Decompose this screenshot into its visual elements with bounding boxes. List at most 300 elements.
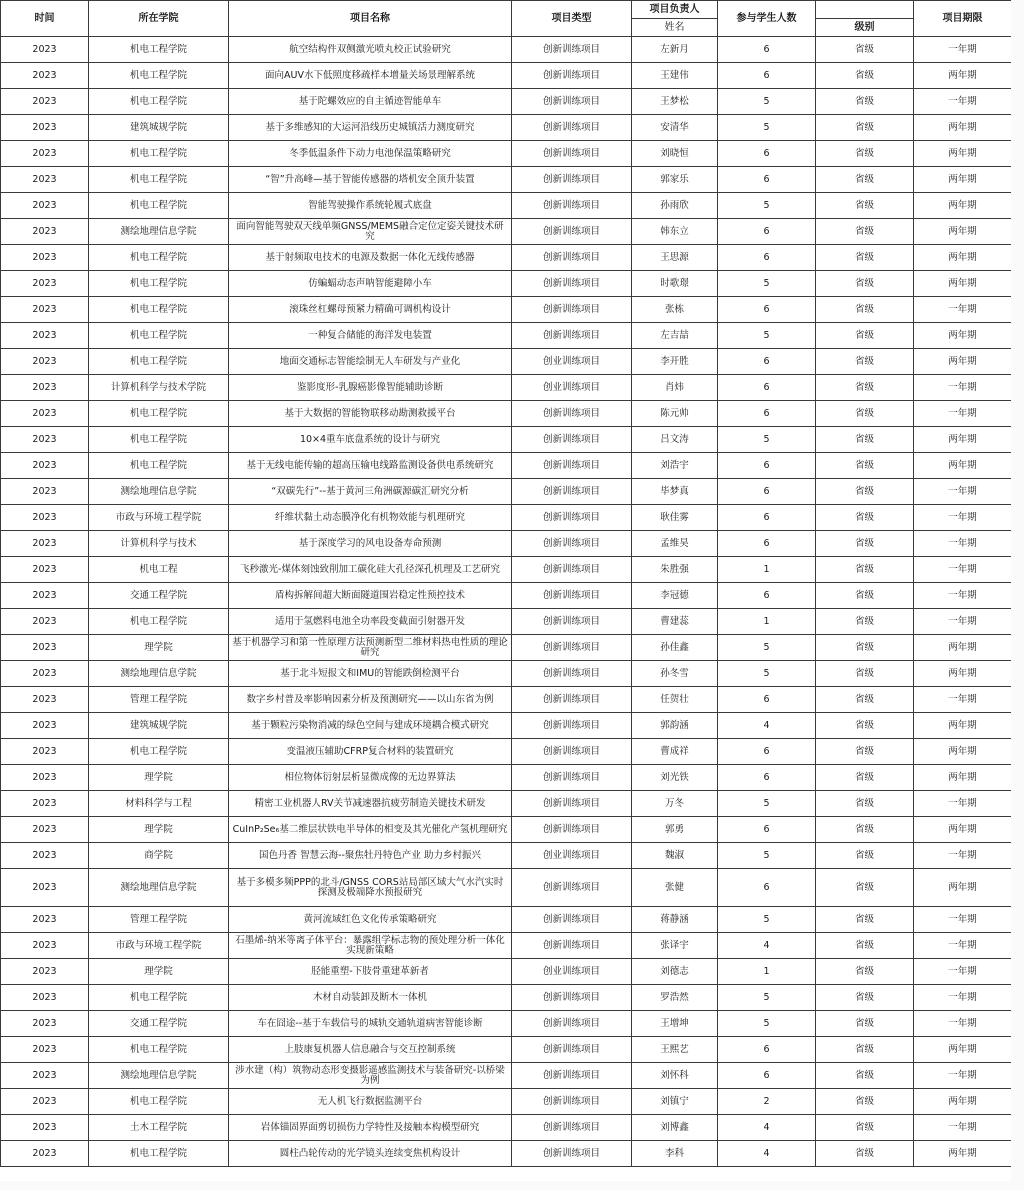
cell-name: 黄河流域红色文化传承策略研究: [229, 907, 512, 933]
table-row: [1, 933, 1012, 959]
cell-year: 2023: [1, 583, 89, 609]
cell-college: 市政与环境工程学院: [89, 933, 229, 959]
cell-term: 两年期: [914, 141, 1012, 167]
cell-year: 2023: [1, 37, 89, 63]
cell-name: 基于射频取电技术的电源及数据一体化无线传感器: [229, 245, 512, 271]
cell-leader: 孙冬雪: [632, 661, 718, 687]
cell-year: 2023: [1, 765, 89, 791]
cell-leader: 郭家乐: [632, 167, 718, 193]
cell-term: 两年期: [914, 115, 1012, 141]
table-row: [1, 1089, 1012, 1115]
cell-year: 2023: [1, 1011, 89, 1037]
cell-college: 计算机科学与技术学院: [89, 375, 229, 401]
table-row: [1, 141, 1012, 167]
cell-type: 创新训练项目: [512, 985, 632, 1011]
cell-level: 省级: [816, 297, 914, 323]
header-level: 级别: [816, 19, 914, 37]
cell-name: 基于深度学习的风电设备寿命预测: [229, 531, 512, 557]
cell-leader: 安清华: [632, 115, 718, 141]
cell-type: 创新训练项目: [512, 141, 632, 167]
table-row: [1, 297, 1012, 323]
cell-college: 土木工程学院: [89, 1115, 229, 1141]
cell-type: 创新训练项目: [512, 479, 632, 505]
table-row: [1, 713, 1012, 739]
cell-name: 冬季低温条件下动力电池保温策略研究: [229, 141, 512, 167]
cell-name: 基于陀螺效应的自主循迹智能单车: [229, 89, 512, 115]
cell-name: 国色丹香 智慧云海--聚焦牡丹特色产业 助力乡村振兴: [229, 843, 512, 869]
cell-level: 省级: [816, 531, 914, 557]
cell-students: 6: [718, 1063, 816, 1089]
cell-term: 一年期: [914, 843, 1012, 869]
cell-name: 地面交通标志智能绘制无人车研发与产业化: [229, 349, 512, 375]
cell-college: 测绘地理信息学院: [89, 219, 229, 245]
cell-year: 2023: [1, 427, 89, 453]
cell-year: 2023: [1, 505, 89, 531]
cell-name: 纤维状黏土动态膜净化有机物效能与机理研究: [229, 505, 512, 531]
cell-level: 省级: [816, 63, 914, 89]
cell-level: 省级: [816, 713, 914, 739]
cell-leader: 韩东立: [632, 219, 718, 245]
cell-leader: 孙佳鑫: [632, 635, 718, 661]
cell-students: 6: [718, 141, 816, 167]
header-college: 所在学院: [89, 1, 229, 37]
cell-type: 创新训练项目: [512, 1063, 632, 1089]
cell-leader: 刘德志: [632, 959, 718, 985]
table-row: [1, 115, 1012, 141]
cell-level: 省级: [816, 219, 914, 245]
cell-students: 6: [718, 1037, 816, 1063]
cell-name: 车在囧途--基于车载信号的城轨交通轨道病害智能诊断: [229, 1011, 512, 1037]
cell-name: CuInP₂Se₆基二维层状铁电半导体的相变及其光催化产氢机理研究: [229, 817, 512, 843]
cell-type: 创新训练项目: [512, 635, 632, 661]
cell-leader: 蒋静涵: [632, 907, 718, 933]
cell-college: 机电工程学院: [89, 167, 229, 193]
cell-college: 机电工程学院: [89, 401, 229, 427]
cell-year: 2023: [1, 609, 89, 635]
cell-term: 一年期: [914, 609, 1012, 635]
cell-year: 2023: [1, 141, 89, 167]
table-row: [1, 219, 1012, 245]
cell-college: 市政与环境工程学院: [89, 505, 229, 531]
cell-type: 创新训练项目: [512, 37, 632, 63]
cell-type: 创新训练项目: [512, 271, 632, 297]
cell-level: 省级: [816, 661, 914, 687]
cell-level: 省级: [816, 245, 914, 271]
cell-type: 创新训练项目: [512, 933, 632, 959]
cell-year: 2023: [1, 167, 89, 193]
cell-level: 省级: [816, 843, 914, 869]
table-row: [1, 37, 1012, 63]
cell-type: 创业训练项目: [512, 375, 632, 401]
table-row: [1, 63, 1012, 89]
cell-type: 创新训练项目: [512, 505, 632, 531]
table-row: [1, 375, 1012, 401]
cell-type: 创新训练项目: [512, 89, 632, 115]
cell-college: 商学院: [89, 843, 229, 869]
cell-college: 管理工程学院: [89, 687, 229, 713]
cell-level: 省级: [816, 1063, 914, 1089]
cell-college: 机电工程学院: [89, 1089, 229, 1115]
cell-leader: 孟维昊: [632, 531, 718, 557]
cell-college: 测绘地理信息学院: [89, 661, 229, 687]
cell-students: 5: [718, 635, 816, 661]
cell-leader: 王建伟: [632, 63, 718, 89]
table-row: [1, 687, 1012, 713]
cell-year: 2023: [1, 531, 89, 557]
cell-name: 基于大数据的智能物联移动勘测救援平台: [229, 401, 512, 427]
cell-term: 两年期: [914, 193, 1012, 219]
cell-term: 两年期: [914, 713, 1012, 739]
cell-term: 一年期: [914, 933, 1012, 959]
cell-name: 基于无线电能传输的超高压输电线路监测设备供电系统研究: [229, 453, 512, 479]
cell-year: 2023: [1, 245, 89, 271]
cell-students: 6: [718, 583, 816, 609]
cell-level: 省级: [816, 89, 914, 115]
cell-term: 一年期: [914, 1011, 1012, 1037]
cell-college: 机电工程学院: [89, 349, 229, 375]
cell-college: 理学院: [89, 959, 229, 985]
table-row: [1, 323, 1012, 349]
cell-type: 创新训练项目: [512, 427, 632, 453]
cell-term: 两年期: [914, 1037, 1012, 1063]
cell-year: 2023: [1, 661, 89, 687]
cell-students: 6: [718, 245, 816, 271]
cell-year: 2023: [1, 375, 89, 401]
cell-students: 6: [718, 401, 816, 427]
cell-students: 6: [718, 479, 816, 505]
cell-year: 2023: [1, 791, 89, 817]
cell-year: 2023: [1, 1037, 89, 1063]
cell-year: 2023: [1, 817, 89, 843]
cell-term: 一年期: [914, 1063, 1012, 1089]
cell-term: 一年期: [914, 401, 1012, 427]
table-row: [1, 1115, 1012, 1141]
cell-term: 一年期: [914, 907, 1012, 933]
cell-year: 2023: [1, 933, 89, 959]
cell-name: 岩体锚固界面剪切损伤力学特性及接触本构模型研究: [229, 1115, 512, 1141]
table-row: [1, 817, 1012, 843]
cell-level: 省级: [816, 1089, 914, 1115]
cell-leader: 罗浩然: [632, 985, 718, 1011]
cell-type: 创新训练项目: [512, 115, 632, 141]
cell-level: 省级: [816, 453, 914, 479]
cell-college: 机电工程学院: [89, 427, 229, 453]
cell-college: 交通工程学院: [89, 583, 229, 609]
cell-leader: 张译宇: [632, 933, 718, 959]
cell-college: 机电工程学院: [89, 245, 229, 271]
cell-name: 鉴影度形-乳腺癌影像智能辅助诊断: [229, 375, 512, 401]
cell-level: 省级: [816, 765, 914, 791]
cell-year: 2023: [1, 985, 89, 1011]
cell-type: 创新训练项目: [512, 453, 632, 479]
cell-type: 创新训练项目: [512, 609, 632, 635]
cell-students: 5: [718, 271, 816, 297]
cell-level: 省级: [816, 193, 914, 219]
cell-leader: 王思源: [632, 245, 718, 271]
cell-year: 2023: [1, 739, 89, 765]
cell-year: 2023: [1, 453, 89, 479]
cell-year: 2023: [1, 349, 89, 375]
cell-students: 4: [718, 1141, 816, 1167]
cell-term: 两年期: [914, 869, 1012, 907]
cell-term: 一年期: [914, 791, 1012, 817]
cell-college: 建筑城规学院: [89, 713, 229, 739]
cell-term: 两年期: [914, 817, 1012, 843]
cell-students: 5: [718, 115, 816, 141]
cell-students: 6: [718, 817, 816, 843]
cell-students: 6: [718, 687, 816, 713]
cell-term: 一年期: [914, 479, 1012, 505]
cell-college: 测绘地理信息学院: [89, 869, 229, 907]
cell-level: 省级: [816, 1037, 914, 1063]
cell-term: 一年期: [914, 37, 1012, 63]
cell-level: 省级: [816, 635, 914, 661]
cell-term: 两年期: [914, 635, 1012, 661]
cell-name: 仿蝙蝠动态声呐智能避障小车: [229, 271, 512, 297]
cell-year: 2023: [1, 193, 89, 219]
cell-college: 测绘地理信息学院: [89, 1063, 229, 1089]
cell-level: 省级: [816, 985, 914, 1011]
cell-students: 2: [718, 1089, 816, 1115]
cell-name: 一种复合储能的海洋发电装置: [229, 323, 512, 349]
cell-college: 理学院: [89, 765, 229, 791]
cell-students: 4: [718, 933, 816, 959]
cell-name: 精密工业机器人RV关节减速器抗疲劳制造关键技术研发: [229, 791, 512, 817]
cell-level: 省级: [816, 791, 914, 817]
cell-leader: 李冠德: [632, 583, 718, 609]
cell-term: 一年期: [914, 687, 1012, 713]
cell-students: 5: [718, 907, 816, 933]
cell-leader: 魏淑: [632, 843, 718, 869]
table-row: [1, 1011, 1012, 1037]
cell-level: 省级: [816, 609, 914, 635]
cell-leader: 李科: [632, 1141, 718, 1167]
cell-name: 数字乡村普及率影响因素分析及预测研究——以山东省为例: [229, 687, 512, 713]
cell-college: 机电工程学院: [89, 739, 229, 765]
cell-students: 5: [718, 1011, 816, 1037]
table-row: [1, 89, 1012, 115]
cell-name: 石墨烯-纳米等离子体平台：暴露组学标志物的预处理分析一体化实现新策略: [229, 933, 512, 959]
cell-year: 2023: [1, 89, 89, 115]
cell-leader: 刘怀科: [632, 1063, 718, 1089]
cell-leader: 耿佳雾: [632, 505, 718, 531]
cell-level: 省级: [816, 505, 914, 531]
cell-leader: 陈元帅: [632, 401, 718, 427]
cell-level: 省级: [816, 933, 914, 959]
cell-year: 2023: [1, 323, 89, 349]
cell-type: 创新训练项目: [512, 63, 632, 89]
cell-year: 2023: [1, 479, 89, 505]
cell-students: 5: [718, 427, 816, 453]
cell-students: 6: [718, 297, 816, 323]
cell-level: 省级: [816, 323, 914, 349]
cell-year: 2023: [1, 1115, 89, 1141]
cell-year: 2023: [1, 959, 89, 985]
cell-name: 相位物体衍射层析显微成像的无边界算法: [229, 765, 512, 791]
cell-name: 适用于氢燃料电池全功率段变截面引射器开发: [229, 609, 512, 635]
cell-name: 基于多维感知的大运河沿线历史城镇活力测度研究: [229, 115, 512, 141]
cell-leader: 吕文涛: [632, 427, 718, 453]
cell-type: 创业训练项目: [512, 959, 632, 985]
table-row: [1, 907, 1012, 933]
cell-term: 两年期: [914, 271, 1012, 297]
cell-students: 4: [718, 1115, 816, 1141]
header-leader-name: 姓名: [632, 19, 718, 37]
cell-students: 6: [718, 869, 816, 907]
cell-year: 2023: [1, 843, 89, 869]
cell-type: 创业训练项目: [512, 843, 632, 869]
cell-term: 两年期: [914, 245, 1012, 271]
cell-term: 一年期: [914, 1115, 1012, 1141]
cell-term: 一年期: [914, 375, 1012, 401]
header-project-name: 项目名称: [229, 1, 512, 37]
cell-leader: 刘浩宇: [632, 453, 718, 479]
cell-type: 创新训练项目: [512, 219, 632, 245]
cell-leader: 曹建蕊: [632, 609, 718, 635]
table-row: [1, 531, 1012, 557]
cell-students: 5: [718, 985, 816, 1011]
cell-students: 6: [718, 37, 816, 63]
table-row: [1, 167, 1012, 193]
cell-college: 机电工程学院: [89, 609, 229, 635]
header-students: 参与学生人数: [718, 1, 816, 37]
cell-type: 创新训练项目: [512, 245, 632, 271]
cell-type: 创新训练项目: [512, 401, 632, 427]
cell-type: 创新训练项目: [512, 661, 632, 687]
cell-level: 省级: [816, 427, 914, 453]
cell-level: 省级: [816, 167, 914, 193]
header-leader: 项目负责人: [632, 1, 718, 19]
cell-name: 飞秒激光-煤体刻蚀致削加工碳化硅大孔径深孔机理及工艺研究: [229, 557, 512, 583]
cell-leader: 郭勇: [632, 817, 718, 843]
cell-name: 10×4重车底盘系统的设计与研究: [229, 427, 512, 453]
cell-term: 两年期: [914, 1089, 1012, 1115]
table-row: [1, 271, 1012, 297]
table-row: [1, 349, 1012, 375]
header-term: 项目期限: [914, 1, 1012, 37]
cell-college: 机电工程学院: [89, 63, 229, 89]
cell-year: 2023: [1, 907, 89, 933]
table-row: [1, 791, 1012, 817]
cell-college: 机电工程: [89, 557, 229, 583]
cell-level: 省级: [816, 37, 914, 63]
cell-name: “双碳先行”--基于黄河三角洲碳源碳汇研究分析: [229, 479, 512, 505]
cell-name: 无人机飞行数据监测平台: [229, 1089, 512, 1115]
cell-type: 创新训练项目: [512, 817, 632, 843]
page-edge: [1011, 0, 1024, 1190]
cell-leader: 张栋: [632, 297, 718, 323]
table-row: [1, 609, 1012, 635]
cell-college: 机电工程学院: [89, 297, 229, 323]
cell-year: 2023: [1, 401, 89, 427]
cell-type: 创新训练项目: [512, 1011, 632, 1037]
cell-level: 省级: [816, 1011, 914, 1037]
cell-term: 一年期: [914, 505, 1012, 531]
cell-college: 机电工程学院: [89, 89, 229, 115]
table-row: [1, 479, 1012, 505]
cell-leader: 张健: [632, 869, 718, 907]
cell-leader: 任贺壮: [632, 687, 718, 713]
table-row: [1, 869, 1012, 907]
cell-name: “智”升高峰—基于智能传感器的塔机安全顶升装置: [229, 167, 512, 193]
cell-level: 省级: [816, 687, 914, 713]
cell-name: 变温液压辅助CFRP复合材料的装置研究: [229, 739, 512, 765]
cell-leader: 左新月: [632, 37, 718, 63]
cell-name: 胫能重塑-下肢骨重建革新者: [229, 959, 512, 985]
cell-type: 创新训练项目: [512, 765, 632, 791]
cell-name: 滚珠丝杠螺母预紧力精确可调机构设计: [229, 297, 512, 323]
cell-students: 6: [718, 765, 816, 791]
cell-term: 两年期: [914, 219, 1012, 245]
cell-students: 6: [718, 219, 816, 245]
table-row: [1, 583, 1012, 609]
cell-level: 省级: [816, 583, 914, 609]
cell-level: 省级: [816, 907, 914, 933]
table-row: [1, 661, 1012, 687]
cell-term: 两年期: [914, 1141, 1012, 1167]
cell-level: 省级: [816, 271, 914, 297]
cell-leader: 万冬: [632, 791, 718, 817]
cell-level: 省级: [816, 479, 914, 505]
cell-type: 创新训练项目: [512, 907, 632, 933]
table-row: [1, 739, 1012, 765]
cell-term: 两年期: [914, 427, 1012, 453]
cell-students: 6: [718, 531, 816, 557]
cell-college: 机电工程学院: [89, 1037, 229, 1063]
cell-leader: 刘镇宁: [632, 1089, 718, 1115]
cell-term: 一年期: [914, 985, 1012, 1011]
page-bottom-edge: [0, 1181, 1024, 1190]
cell-term: 一年期: [914, 959, 1012, 985]
cell-level: 省级: [816, 557, 914, 583]
cell-type: 创新训练项目: [512, 791, 632, 817]
cell-college: 机电工程学院: [89, 985, 229, 1011]
cell-students: 1: [718, 959, 816, 985]
table-row: [1, 505, 1012, 531]
table-row: [1, 959, 1012, 985]
header-project-type: 项目类型: [512, 1, 632, 37]
cell-type: 创新训练项目: [512, 193, 632, 219]
cell-college: 建筑城规学院: [89, 115, 229, 141]
cell-level: 省级: [816, 141, 914, 167]
cell-year: 2023: [1, 297, 89, 323]
cell-type: 创新训练项目: [512, 297, 632, 323]
cell-students: 6: [718, 505, 816, 531]
table-row: [1, 1037, 1012, 1063]
cell-year: 2023: [1, 115, 89, 141]
cell-term: 一年期: [914, 583, 1012, 609]
cell-students: 5: [718, 323, 816, 349]
cell-students: 6: [718, 739, 816, 765]
cell-year: 2023: [1, 713, 89, 739]
cell-term: 两年期: [914, 349, 1012, 375]
cell-students: 4: [718, 713, 816, 739]
cell-level: 省级: [816, 115, 914, 141]
cell-type: 创新训练项目: [512, 713, 632, 739]
cell-level: 省级: [816, 1115, 914, 1141]
cell-college: 机电工程学院: [89, 193, 229, 219]
cell-name: 面向AUV水下低照度移疏样本增量关场景理解系统: [229, 63, 512, 89]
cell-leader: 肖炜: [632, 375, 718, 401]
cell-name: 基于颗粒污染物消减的绿色空间与建成环境耦合模式研究: [229, 713, 512, 739]
cell-type: 创新训练项目: [512, 1089, 632, 1115]
cell-leader: 孙雨欣: [632, 193, 718, 219]
cell-college: 机电工程学院: [89, 1141, 229, 1167]
table-row: [1, 843, 1012, 869]
cell-name: 航空结构件双侧激光喷丸校正试验研究: [229, 37, 512, 63]
cell-type: 创新训练项目: [512, 557, 632, 583]
cell-college: 机电工程学院: [89, 453, 229, 479]
